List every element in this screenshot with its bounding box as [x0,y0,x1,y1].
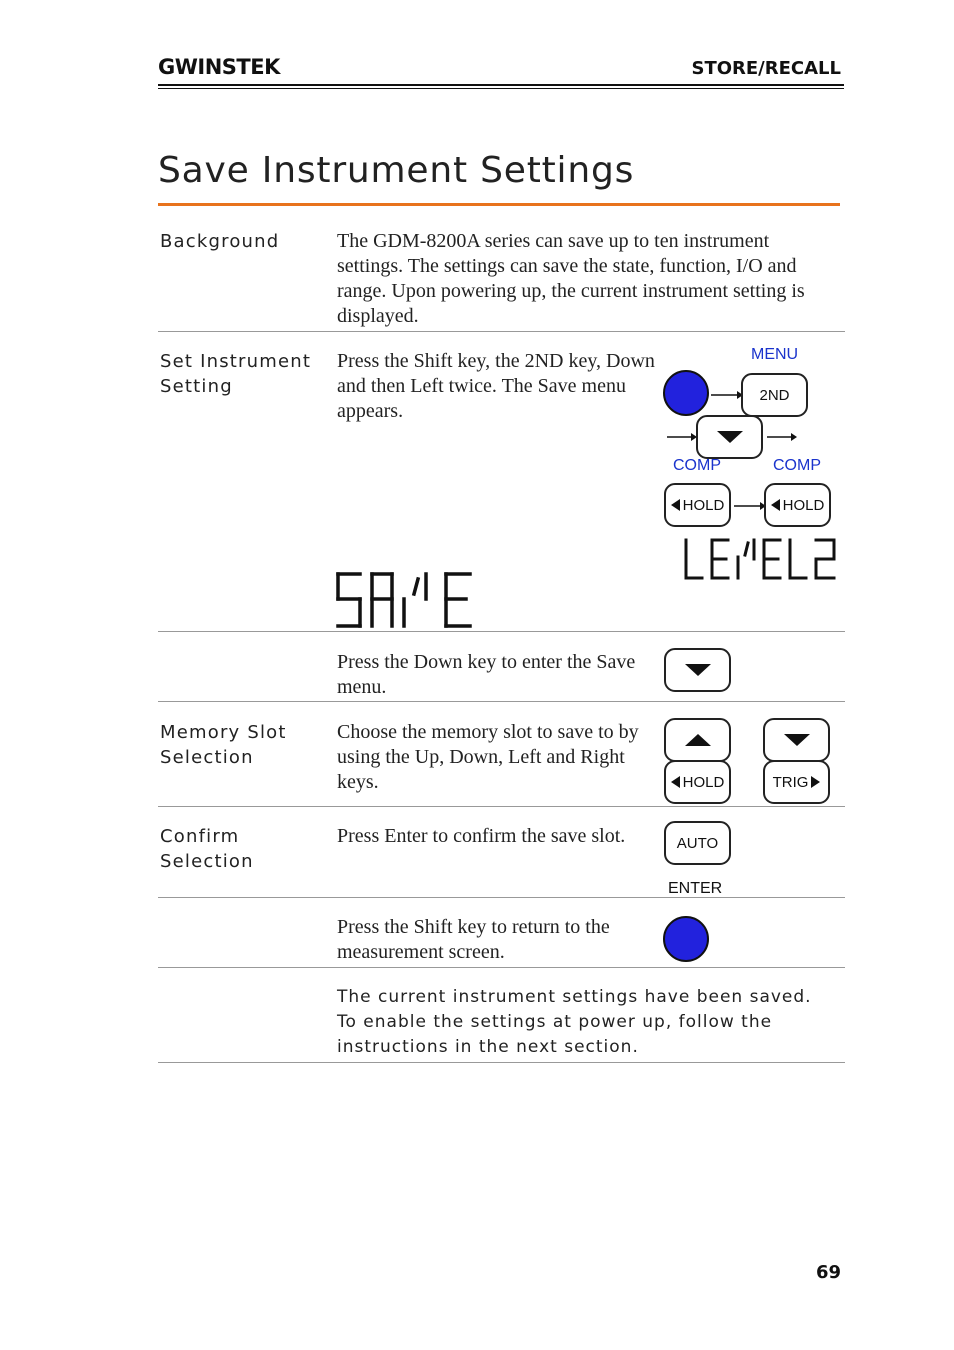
row-divider [158,631,845,632]
comp-label: COMP [773,457,821,474]
memory-slot-text: Choose the memory slot to save to by using the Up, Down, Left and Right keys. [337,721,639,793]
lcd-display-level2 [682,537,840,582]
title-underline [158,203,840,206]
up-arrow-icon [685,734,711,746]
arrow-right-icon [709,388,743,402]
confirm-text: Press Enter to confirm the save slot. [337,825,626,847]
down-key-button[interactable] [664,648,731,692]
key-label: HOLD [682,773,725,791]
background-label: Background [160,231,280,252]
trig-right-key-button[interactable] [763,760,830,804]
down-key-button[interactable] [763,718,830,762]
arrow-right-icon [765,430,797,444]
down-key-text: Press the Down key to enter the Save menu. [337,651,636,698]
up-key-button[interactable] [664,718,731,762]
hold-left-key-button[interactable] [664,483,731,527]
key-label: HOLD [782,496,825,514]
header-rule-thin [158,88,844,89]
set-instrument-text: Press the Shift key, the 2ND key, Down and then Left twice. The Save menu appears. [337,350,655,422]
left-arrow-icon [671,776,680,788]
page-number: 69 [815,1262,841,1283]
down-arrow-icon [784,734,810,746]
hold-left-key-button[interactable] [664,760,731,804]
left-arrow-icon [771,499,780,511]
shift-key-button[interactable] [663,370,709,416]
label-line: Confirm [160,826,240,847]
hold-left-key-button[interactable] [764,483,831,527]
right-arrow-icon [811,776,820,788]
lcd-display-save [334,570,476,630]
brand-logo: GWINSTEK [158,55,280,79]
confirm-label [160,824,330,874]
page-title: Save Instrument Settings [158,150,635,191]
shift-return-text: Press the Shift key to return to the measurement screen. [337,916,610,963]
key-label: TRIG [772,773,809,791]
key-label: HOLD [682,496,725,514]
down-arrow-icon [685,664,711,676]
left-arrow-icon [671,499,680,511]
down-arrow-icon [717,431,743,443]
label-line: Set Instrument [160,351,312,372]
auto-enter-key-button[interactable]: AUTO [664,821,731,865]
row-divider [158,897,845,898]
memory-slot-label [160,720,330,770]
note-text: The current instrument settings have been saved. To enable the settings at power up, follow the instructions in the next section. [337,987,812,1057]
background-text: The GDM-8200A series can save up to ten instrument settings. The settings can save the state, function, I/O and range. Upon powering up, the current instrument setting is displayed. [337,230,805,327]
label-line: Selection [160,747,254,768]
arrow-right-icon [665,430,697,444]
comp-label: COMP [673,457,721,474]
row-divider [158,967,845,968]
header-rule [158,84,844,86]
label-line: Memory Slot [160,722,287,743]
2nd-key-button[interactable]: 2ND [741,373,808,417]
row-divider [158,331,845,332]
row-divider [158,1062,845,1063]
menu-label: MENU [751,346,799,363]
label-line: Selection [160,851,254,872]
arrow-right-icon [732,499,766,513]
set-instrument-label [160,349,330,399]
row-divider [158,806,845,807]
row-divider [158,701,845,702]
shift-key-button[interactable] [663,916,709,962]
section-title: STORE/RECALL [691,58,841,79]
label-line: Setting [160,376,233,397]
enter-label: ENTER [668,880,723,897]
down-key-button[interactable] [696,415,763,459]
